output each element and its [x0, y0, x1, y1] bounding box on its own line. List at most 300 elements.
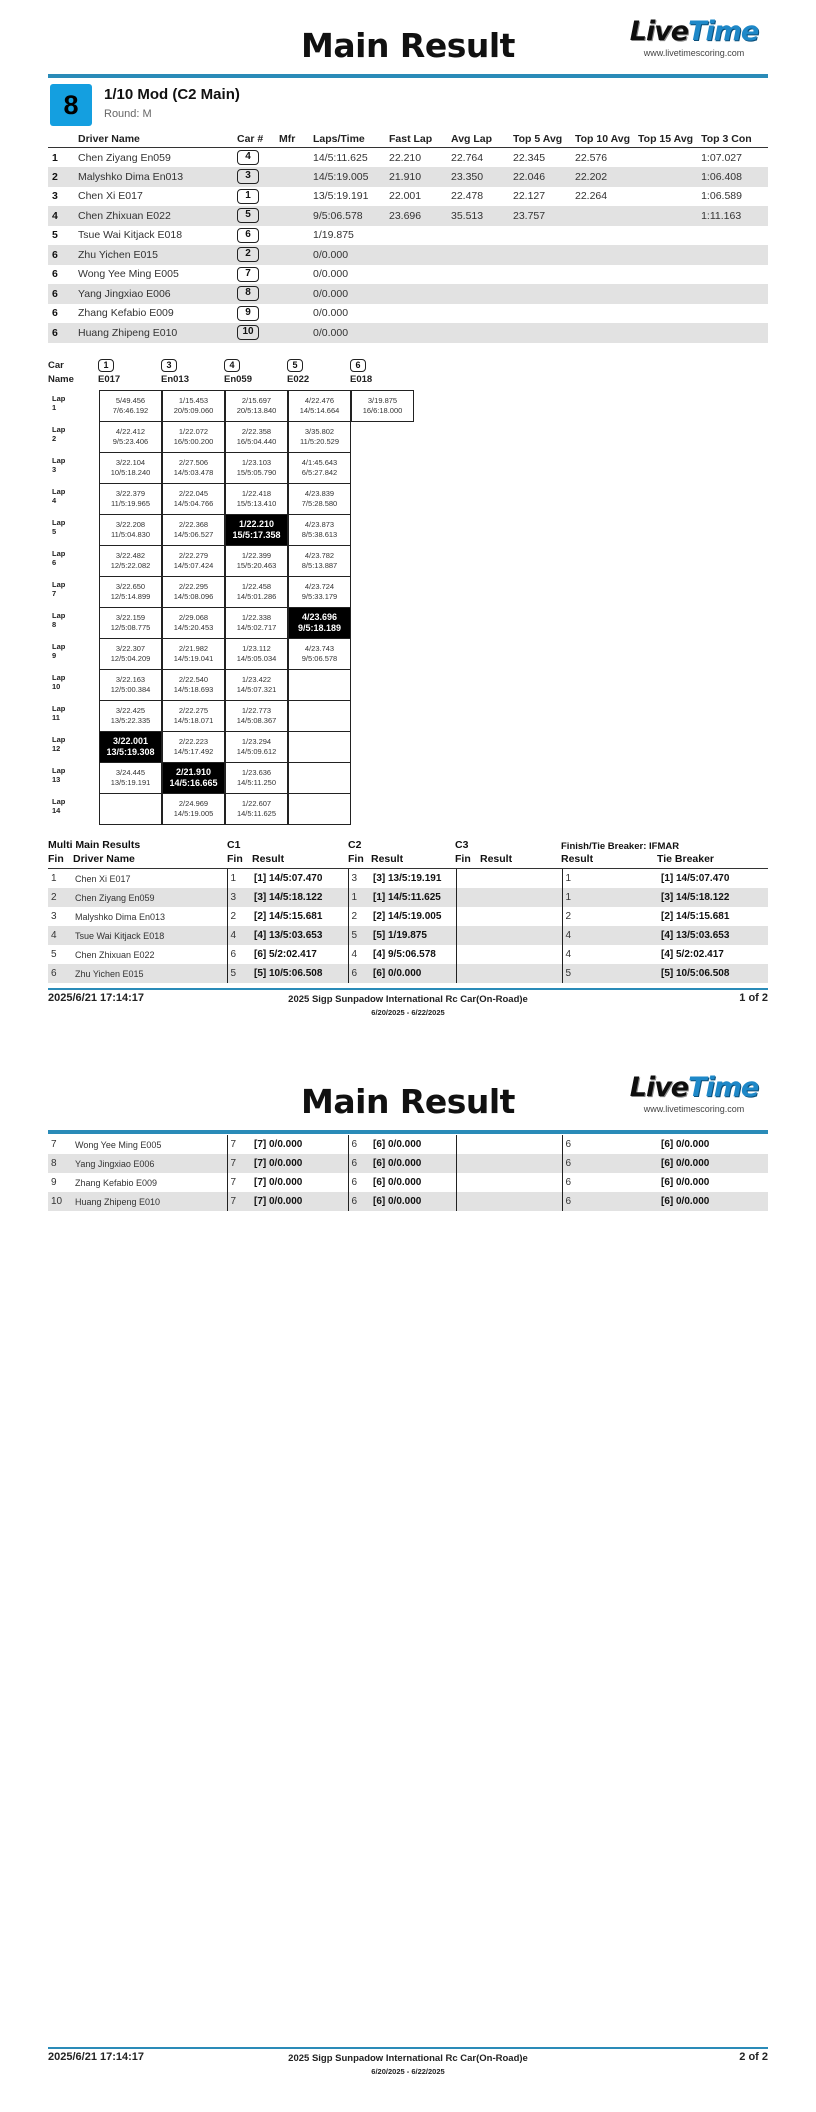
result-top15: [634, 265, 697, 285]
result-avg: [447, 245, 509, 265]
mm-c2-result: [1] 14/5:11.625: [373, 892, 441, 903]
lap-elapsed: 14/5:07.424: [173, 561, 214, 570]
lap-time-cell: [162, 452, 225, 484]
result-avg: 35.513: [447, 206, 509, 226]
lap-time: 3/22.379: [115, 489, 146, 498]
lap-time-cell: [225, 607, 288, 639]
mm-tie-breaker: [1] 14/5:07.470: [661, 873, 730, 884]
result-row: [48, 167, 768, 187]
mm-c1-fin: 3: [227, 888, 251, 907]
car-number-badge: 6: [350, 359, 366, 372]
result-mfr: [275, 265, 309, 285]
mm-c1-result-cell: [251, 1192, 348, 1211]
mm-c1-result: [5] 10/5:06.508: [254, 968, 323, 979]
lap-label: Lap 2: [52, 425, 66, 443]
mm-c2-result-cell: [370, 1173, 456, 1192]
lap-time-cell: [225, 514, 288, 546]
mm-c3-result-label: Result: [480, 853, 513, 865]
mm-c2-result: [3] 13/5:19.191: [373, 873, 442, 884]
lap-time: 3/19.875: [367, 396, 398, 405]
mm-tie-breaker: [5] 10/5:06.508: [661, 968, 730, 979]
mm-tie-title: Finish/Tie Breaker: IFMAR: [561, 841, 680, 852]
mm-c1-result-cell: [251, 1135, 348, 1154]
lap-elapsed: 8/5:13.887: [301, 561, 338, 570]
car-number-badge: 6: [237, 228, 259, 243]
mm-tie-breaker: [4] 13/5:03.653: [661, 930, 730, 941]
lap-label: Lap 12: [52, 735, 66, 753]
car-number-badge: 4: [224, 359, 240, 372]
lap-elapsed: 14/5:19.041: [173, 654, 214, 663]
mm-c3-fin: [456, 1154, 480, 1173]
mm-final-result: 1: [562, 888, 658, 907]
lap-time-cell: [99, 669, 162, 701]
mm-c1-result-cell: [251, 926, 348, 945]
lap-time-cell: [162, 669, 225, 701]
results-table: [48, 130, 768, 343]
col-top5: Top 5 Avg: [509, 130, 571, 148]
lap-time: 4/23.873: [304, 520, 335, 529]
mm-c2-result-cell: [370, 888, 456, 907]
lap-time: 1/22.418: [241, 489, 272, 498]
lap-time-cell: [351, 390, 414, 422]
result-top5: [509, 245, 571, 265]
result-mfr: [275, 187, 309, 207]
lap-car-label: Car: [48, 360, 64, 371]
result-top3: [697, 226, 768, 246]
multi-main-row: [48, 1192, 768, 1211]
mm-c3-fin: [456, 926, 480, 945]
car-number-badge: 4: [237, 150, 259, 165]
lap-time: 1/22.399: [241, 551, 272, 560]
car-number-cell: [233, 284, 275, 304]
result-row: [48, 245, 768, 265]
mm-driver-label: Driver Name: [73, 853, 135, 865]
multi-main-title: Multi Main Results: [48, 839, 141, 851]
car-number-cell: [233, 245, 275, 265]
lap-time-cell: [288, 483, 351, 515]
mm-c1-result-cell: [251, 869, 348, 888]
lap-elapsed: 15/5:13.410: [236, 499, 277, 508]
mm-c2-result: [5] 1/19.875: [373, 930, 427, 941]
result-avg: [447, 265, 509, 285]
lap-time-cell: [225, 700, 288, 732]
lap-elapsed: 14/5:11.625: [236, 809, 277, 818]
result-laps: 0/0.000: [313, 307, 349, 320]
lap-empty-cell: [288, 731, 351, 763]
car-number-cell: [233, 167, 275, 187]
mm-c2-fin: 3: [348, 869, 370, 888]
result-top3: [697, 304, 768, 324]
result-top15: [634, 323, 697, 343]
mm-final-result: 1: [562, 869, 658, 888]
mm-c1-result-cell: [251, 1173, 348, 1192]
lap-elapsed: 13/5:19.191: [110, 778, 151, 787]
result-row: [48, 265, 768, 285]
mm-c2-result-cell: [370, 1154, 456, 1173]
mm-driver-name: Wong Yee Ming E005: [75, 1139, 162, 1150]
lap-time-cell: [288, 514, 351, 546]
multi-main-table: [48, 869, 768, 983]
result-mfr: [275, 284, 309, 304]
result-top10: 22.576: [575, 151, 608, 164]
lap-time: 5/49.456: [115, 396, 146, 405]
lap-car-name: E022: [287, 374, 310, 385]
lap-time: 3/22.159: [115, 613, 146, 622]
multi-main-table-continued: [48, 1135, 768, 1211]
mm-final-result: 6: [562, 1173, 658, 1192]
header-rule: [48, 74, 768, 78]
mm-c1-fin: 7: [227, 1173, 251, 1192]
lap-time: 3/22.001: [112, 736, 149, 746]
result-mfr: [275, 226, 309, 246]
mm-driver-name: Yang Jingxiao E006: [72, 1154, 227, 1173]
mm-tie-breaker-cell: [658, 1154, 768, 1173]
lap-elapsed: 10/5:18.240: [110, 468, 151, 477]
mm-final-result-label: Result: [561, 853, 594, 865]
lap-time-cell: [225, 452, 288, 484]
mm-c1-result-cell: [251, 1154, 348, 1173]
footer-printed: 2025/6/21 17:14:17: [48, 2051, 145, 2063]
result-laps: 9/5:06.578: [309, 206, 385, 226]
lap-elapsed: 14/5:18.071: [173, 716, 214, 725]
lap-time-cell: [99, 607, 162, 639]
mm-c1-label: C1: [227, 839, 241, 851]
logo-time: Time: [688, 1072, 759, 1103]
mm-fin: 4: [48, 926, 72, 945]
mm-fin: 9: [51, 1177, 57, 1188]
footer-rule: [48, 988, 768, 990]
mm-c3-fin: [456, 869, 480, 888]
result-top10: [571, 265, 634, 285]
result-position: 1: [52, 151, 58, 164]
lap-time-cell: [288, 421, 351, 453]
lap-elapsed: 7/5:28.580: [301, 499, 338, 508]
result-fast: 22.210: [389, 151, 422, 164]
lap-time-cell: [162, 700, 225, 732]
multi-main-row: [48, 907, 768, 926]
lap-time: 1/23.103: [241, 458, 272, 467]
result-top3: [697, 265, 768, 285]
lap-car-name: E018: [350, 374, 373, 385]
result-avg: 23.350: [447, 167, 509, 187]
mm-c2-fin-label: Fin: [348, 853, 364, 865]
mm-final-result: 6: [562, 1135, 658, 1154]
result-top3: 1:07.027: [701, 151, 742, 164]
car-number-badge: 5: [237, 208, 259, 223]
lap-time: 3/22.482: [115, 551, 146, 560]
mm-c3-result: [480, 888, 562, 907]
mm-c2-fin: 6: [348, 1173, 370, 1192]
mm-tie-breaker-cell: [658, 888, 768, 907]
lap-elapsed: 14/5:16.665: [169, 778, 218, 788]
col-mfr: Mfr: [275, 130, 309, 148]
mm-c3-result: [480, 1192, 562, 1211]
result-fast: [385, 284, 447, 304]
lap-elapsed: 14/5:04.766: [173, 499, 214, 508]
result-top10: 22.264: [575, 190, 608, 203]
result-mfr: [275, 206, 309, 226]
lap-time-cell: [225, 390, 288, 422]
result-position: 4: [48, 206, 74, 226]
lap-elapsed: 11/5:20.529: [299, 437, 340, 446]
driver-name: Tsue Wai Kitjack E018: [78, 229, 183, 242]
lap-elapsed: 14/5:09.612: [236, 747, 277, 756]
page-title: Main Result: [301, 26, 515, 65]
lap-elapsed: 20/5:13.840: [236, 406, 277, 415]
lap-elapsed: 14/5:11.250: [236, 778, 277, 787]
lap-time-cell: [225, 669, 288, 701]
footer-printed: 2025/6/21 17:14:17: [48, 992, 145, 1004]
car-number-badge: 9: [237, 306, 259, 321]
result-top3: 1:06.408: [697, 167, 768, 187]
lap-elapsed: 15/5:20.463: [236, 561, 277, 570]
result-mfr: [275, 323, 309, 343]
mm-c3-result: [480, 1135, 562, 1154]
result-mfr: [275, 304, 309, 324]
mm-c2-result: [6] 0/0.000: [373, 1177, 422, 1188]
mm-c3-label: C3: [455, 839, 469, 851]
mm-c2-fin: 6: [348, 1154, 370, 1173]
lap-car-header: [224, 359, 240, 372]
mm-fin: 7: [51, 1139, 57, 1150]
lap-elapsed: 9/5:33.179: [301, 592, 338, 601]
col-pos: [48, 130, 74, 148]
lap-time: 1/15.453: [178, 396, 209, 405]
lap-time: 4/23.743: [304, 644, 335, 653]
mm-c1-fin: 7: [227, 1135, 251, 1154]
lap-elapsed: 12/5:14.899: [110, 592, 151, 601]
mm-c3-result: [480, 945, 562, 964]
result-laps: 14/5:11.625: [313, 151, 368, 164]
mm-c3-result: [480, 869, 562, 888]
result-top15: [634, 226, 697, 246]
lap-elapsed: 16/6:18.000: [362, 406, 403, 415]
result-top15: [634, 148, 697, 168]
result-laps: 0/0.000: [309, 323, 385, 343]
result-top15: [634, 284, 697, 304]
result-top15: [634, 187, 697, 207]
mm-c3-result: [480, 964, 562, 983]
car-number-cell: [233, 323, 275, 343]
lap-elapsed: 12/5:00.384: [110, 685, 151, 694]
logo-url: www.livetimescoring.com: [643, 48, 745, 58]
lap-car-header: [350, 359, 366, 372]
mm-final-result: 2: [562, 907, 658, 926]
lap-time-cell: [225, 762, 288, 794]
lap-time-cell: [225, 793, 288, 825]
result-mfr: [275, 167, 309, 187]
lap-time: 4/23.724: [304, 582, 335, 591]
lap-time: 2/22.279: [178, 551, 209, 560]
lap-elapsed: 14/5:01.286: [236, 592, 277, 601]
lap-elapsed: 9/5:23.406: [112, 437, 149, 446]
lap-time-cell: [99, 700, 162, 732]
mm-c3-fin-label: Fin: [455, 853, 471, 865]
lap-elapsed: 12/5:08.775: [110, 623, 151, 632]
mm-final-result: 4: [562, 926, 658, 945]
result-top5: 22.046: [509, 167, 571, 187]
result-laps: 0/0.000: [313, 268, 349, 281]
lap-elapsed: 14/5:02.717: [236, 623, 277, 632]
result-top5: [509, 284, 571, 304]
lap-elapsed: 16/5:00.200: [173, 437, 214, 446]
result-position: 6: [52, 268, 58, 281]
lap-car-name: En059: [224, 374, 252, 385]
mm-tie-breaker-cell: [658, 945, 768, 964]
mm-c1-fin: 1: [227, 869, 251, 888]
car-number-badge: 5: [287, 359, 303, 372]
result-row: [48, 284, 768, 304]
page-title: Main Result: [301, 1082, 515, 1121]
lap-time: 1/22.607: [241, 799, 272, 808]
result-position: 6: [48, 245, 74, 265]
lap-elapsed: 13/5:22.335: [110, 716, 151, 725]
lap-time-cell: [99, 731, 162, 763]
mm-c1-result: [7] 0/0.000: [254, 1177, 303, 1188]
mm-c1-result-label: Result: [252, 853, 285, 865]
result-row: [48, 304, 768, 324]
mm-c3-fin: [456, 1135, 480, 1154]
driver-name: Chen Xi E017: [78, 190, 143, 203]
result-top10: [571, 245, 634, 265]
lap-elapsed: 13/5:19.308: [106, 747, 155, 757]
mm-c2-result: [6] 0/0.000: [373, 1158, 422, 1169]
logo-time: Time: [688, 16, 759, 47]
lap-time: 4/1:45.643: [301, 458, 338, 467]
result-position: 5: [52, 229, 58, 242]
mm-c1-fin: 4: [227, 926, 251, 945]
mm-c1-result-cell: [251, 945, 348, 964]
lap-time-cell: [162, 731, 225, 763]
lap-time: 3/22.104: [115, 458, 146, 467]
result-top3: [697, 284, 768, 304]
mm-tie-label: Tie Breaker: [657, 853, 715, 865]
car-number-cell: [233, 148, 275, 168]
lap-elapsed: 11/5:04.830: [110, 530, 151, 539]
col-top10: Top 10 Avg: [571, 130, 634, 148]
result-position: 6: [48, 284, 74, 304]
logo-live: Live: [629, 1072, 689, 1103]
lap-time: 2/22.045: [178, 489, 209, 498]
mm-c2-result: [6] 0/0.000: [373, 1196, 422, 1207]
result-top5: [509, 304, 571, 324]
mm-c1-result: [7] 0/0.000: [254, 1158, 303, 1169]
lap-car-header: [98, 359, 114, 372]
lap-label: Lap 5: [52, 518, 66, 536]
mm-final-result: 6: [562, 1154, 658, 1173]
result-top5: 22.345: [513, 151, 546, 164]
lap-time: 2/15.697: [241, 396, 272, 405]
mm-tie-breaker: [2] 14/5:15.681: [661, 911, 730, 922]
lap-label: Lap 4: [52, 487, 66, 505]
result-top5: [509, 265, 571, 285]
lap-label: Lap 9: [52, 642, 66, 660]
lap-elapsed: 14/5:08.096: [173, 592, 214, 601]
multi-main-row: [48, 1135, 768, 1154]
lap-car-header: [287, 359, 303, 372]
mm-c1-result: [7] 0/0.000: [254, 1139, 303, 1150]
result-row: [48, 148, 768, 168]
mm-tie-breaker-cell: [658, 869, 768, 888]
result-laps: 13/5:19.191: [313, 190, 369, 203]
lap-time-cell: [288, 607, 351, 639]
lap-time: 2/27.506: [178, 458, 209, 467]
result-top10: [571, 284, 634, 304]
car-number-badge: 3: [161, 359, 177, 372]
multi-main-row: [48, 869, 768, 888]
lap-time: 2/24.969: [178, 799, 209, 808]
footer-event-name: 2025 Sigp Sunpadow International Rc Car(On-Road)e: [288, 2053, 528, 2064]
driver-name: Malyshko Dima En013: [74, 167, 233, 187]
lap-time: 3/22.425: [115, 706, 146, 715]
result-top3: [697, 245, 768, 265]
lap-time-cell: [99, 576, 162, 608]
lap-time-cell: [162, 545, 225, 577]
lap-car-name: E017: [98, 374, 121, 385]
result-avg: 22.764: [451, 151, 484, 164]
result-top10: 22.202: [571, 167, 634, 187]
lap-label: Lap 8: [52, 611, 66, 629]
car-number-cell: [233, 265, 275, 285]
mm-driver-name: Chen Xi E017: [75, 873, 131, 884]
result-top3: [697, 323, 768, 343]
lap-empty-cell: [99, 793, 162, 825]
result-top10: [571, 323, 634, 343]
lap-time-cell: [225, 576, 288, 608]
lap-label: Lap 1: [52, 394, 66, 412]
mm-driver-name: Huang Zhipeng E010: [72, 1192, 227, 1211]
result-fast: [385, 226, 447, 246]
mm-c3-fin: [456, 1192, 480, 1211]
driver-name: Chen Zhixuan E022: [74, 206, 233, 226]
result-avg: [447, 284, 509, 304]
mm-c2-result: [6] 0/0.000: [373, 1139, 422, 1150]
mm-c1-fin: 5: [227, 964, 251, 983]
result-fast: [385, 245, 447, 265]
mm-tie-breaker-cell: [658, 1135, 768, 1154]
result-avg: [447, 226, 509, 246]
lap-elapsed: 14/5:20.453: [173, 623, 214, 632]
lap-time-cell: [288, 452, 351, 484]
result-top10: [571, 206, 634, 226]
lap-time-cell: [288, 638, 351, 670]
result-row: [48, 187, 768, 207]
result-avg: [447, 323, 509, 343]
lap-time-cell: [162, 576, 225, 608]
lap-time-cell: [288, 576, 351, 608]
lap-elapsed: 6/5:27.842: [301, 468, 338, 477]
car-number-badge: 3: [237, 169, 259, 184]
lap-time: 2/21.982: [178, 644, 209, 653]
lap-elapsed: 7/6:46.192: [112, 406, 149, 415]
lap-elapsed: 9/5:06.578: [301, 654, 338, 663]
lap-empty-cell: [288, 793, 351, 825]
lap-time: 2/21.910: [175, 767, 212, 777]
lap-time-cell: [99, 390, 162, 422]
col-top15: Top 15 Avg: [634, 130, 697, 148]
lap-label: Lap 7: [52, 580, 66, 598]
lap-time: 2/22.275: [178, 706, 209, 715]
result-fast: 22.001: [389, 190, 422, 203]
lap-time-cell: [99, 638, 162, 670]
lap-time: 1/23.422: [241, 675, 272, 684]
lap-elapsed: 14/5:03.478: [173, 468, 214, 477]
driver-name: Wong Yee Ming E005: [78, 268, 179, 281]
mm-c2-fin: 6: [348, 1192, 370, 1211]
mm-c1-result: [1] 14/5:07.470: [254, 873, 323, 884]
footer-event-dates: 6/20/2025 - 6/22/2025: [371, 1008, 445, 1017]
mm-c1-result-cell: [251, 964, 348, 983]
